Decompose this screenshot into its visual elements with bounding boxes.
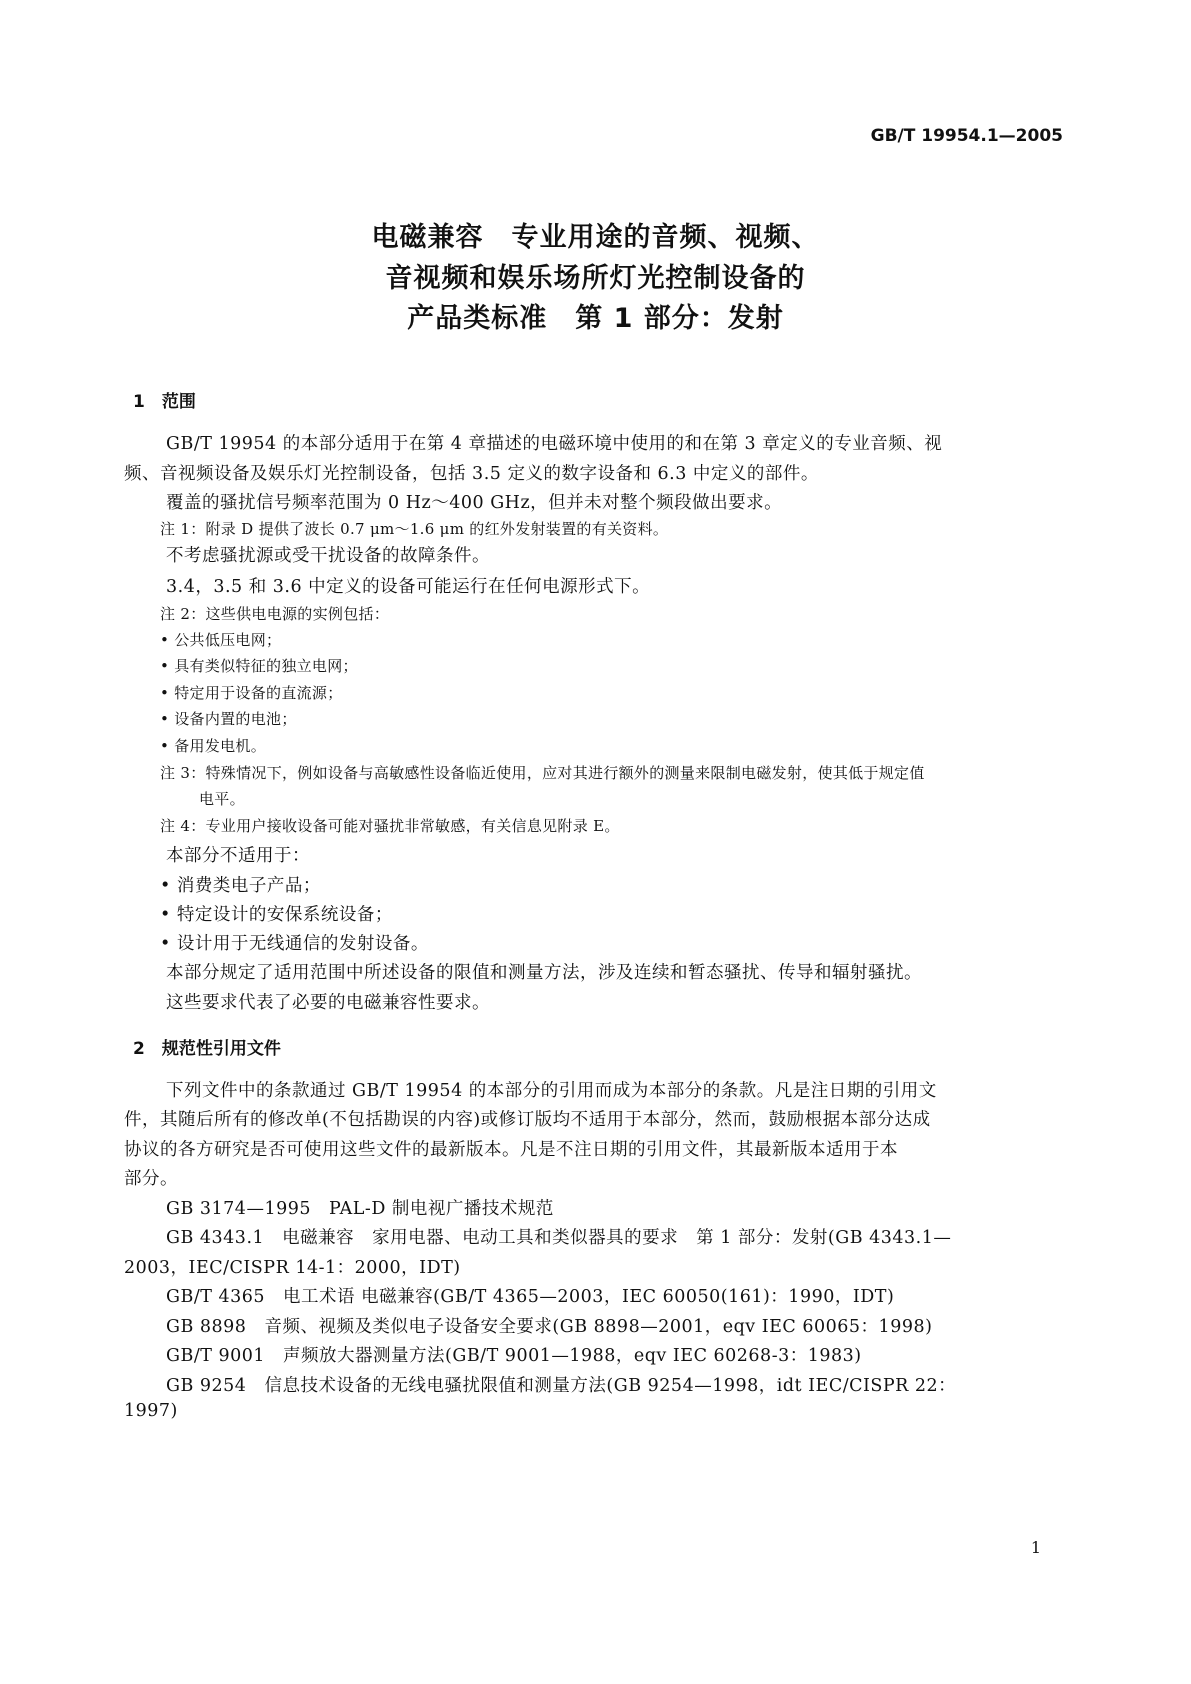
reference-item: GB 9254 信息技术设备的无线电骚扰限值和测量方法(GB 9254—1998，idt IEC/CISPR 22： — [166, 1376, 957, 1396]
note-3: 注 3：特殊情况下，例如设备与高敏感性设备临近使用，应对其进行额外的测量来限制电磁发射，使其低于规定值 — [160, 764, 925, 782]
standard-number: GB/T 19954.1—2005 — [870, 126, 1063, 146]
reference-item: GB/T 9001 声频放大器测量方法(GB/T 9001—1988，eqv IEC 60268-3：1983) — [166, 1346, 862, 1366]
reference-item-continued: 2003，IEC/CISPR 14-1：2000，IDT) — [124, 1258, 461, 1278]
section-2-heading: 2 规范性引用文件 — [133, 1039, 281, 1059]
reference-item-continued: 1997) — [124, 1401, 178, 1421]
title-line-3: 产品类标准 第 1 部分：发射 — [407, 303, 784, 334]
reference-item: GB 3174—1995 PAL-D 制电视广播技术规范 — [166, 1199, 554, 1219]
paragraph-line: 下列文件中的条款通过 GB/T 19954 的本部分的引用而成为本部分的条款。凡是注日期的引用文 — [166, 1081, 937, 1101]
list-item: • 设备内置的电池； — [160, 710, 297, 728]
paragraph-line: 部分。 — [124, 1169, 178, 1189]
paragraph-line: 不考虑骚扰源或受干扰设备的故障条件。 — [166, 546, 490, 566]
list-item: • 设计用于无线通信的发射设备。 — [160, 934, 429, 954]
note-2: 注 2：这些供电电源的实例包括： — [160, 605, 390, 623]
list-item: • 消费类电子产品； — [160, 876, 321, 896]
paragraph-line: 本部分不适用于： — [166, 846, 310, 866]
paragraph-line: 覆盖的骚扰信号频率范围为 0 Hz～400 GHz，但并未对整个频段做出要求。 — [166, 493, 783, 513]
list-item: • 备用发电机。 — [160, 737, 267, 755]
paragraph-line: 频、音视频设备及娱乐灯光控制设备，包括 3.5 定义的数字设备和 6.3 中定义的部件。 — [124, 464, 819, 484]
note-1: 注 1：附录 D 提供了波长 0.7 μm～1.6 μm 的红外发射装置的有关资料。 — [160, 520, 669, 538]
paragraph-line: 协议的各方研究是否可使用这些文件的最新版本。凡是不注日期的引用文件，其最新版本适用于本 — [124, 1140, 898, 1160]
paragraph-line: 3.4，3.5 和 3.6 中定义的设备可能运行在任何电源形式下。 — [166, 577, 651, 597]
list-item: • 特定设计的安保系统设备； — [160, 905, 393, 925]
reference-item: GB 4343.1 电磁兼容 家用电器、电动工具和类似器具的要求 第 1 部分：发射(GB 4343.1— — [166, 1228, 952, 1248]
reference-item: GB/T 4365 电工术语 电磁兼容(GB/T 4365—2003，IEC 60050(161)：1990，IDT) — [166, 1287, 895, 1307]
paragraph-line: 这些要求代表了必要的电磁兼容性要求。 — [166, 993, 490, 1013]
paragraph-line: 件，其随后所有的修改单(不包括勘误的内容)或修订版均不适用于本部分，然而，鼓励根据本部分达成 — [124, 1110, 931, 1130]
title-line-1: 电磁兼容 专业用途的音频、视频、 — [371, 222, 820, 253]
paragraph-line: GB/T 19954 的本部分适用于在第 4 章描述的电磁环境中使用的和在第 3 章定义的专业音频、视 — [166, 434, 943, 454]
paragraph-line: 本部分规定了适用范围中所述设备的限值和测量方法，涉及连续和暂态骚扰、传导和辐射骚扰。 — [166, 963, 922, 983]
page-number: 1 — [1030, 1538, 1041, 1557]
note-3-continued: 电平。 — [199, 790, 245, 808]
section-1-heading: 1 范围 — [133, 392, 196, 412]
reference-item: GB 8898 音频、视频及类似电子设备安全要求(GB 8898—2001，eqv IEC 60065：1998) — [166, 1317, 933, 1337]
note-4: 注 4：专业用户接收设备可能对骚扰非常敏感，有关信息见附录 E。 — [160, 817, 620, 835]
title-line-2: 音视频和娱乐场所灯光控制设备的 — [385, 263, 806, 294]
list-item: • 公共低压电网； — [160, 631, 282, 649]
list-item: • 特定用于设备的直流源； — [160, 684, 343, 702]
list-item: • 具有类似特征的独立电网； — [160, 657, 358, 675]
